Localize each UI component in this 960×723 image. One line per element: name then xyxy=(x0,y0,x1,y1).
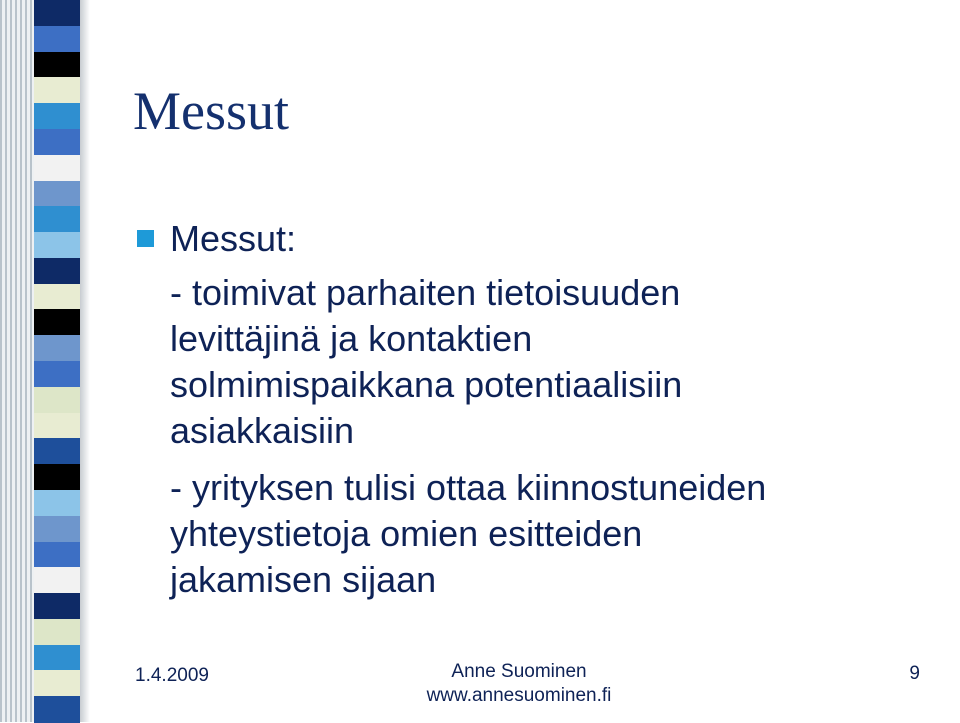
stripe-block xyxy=(34,593,80,620)
stripe-block xyxy=(34,103,80,130)
body-line: - toimivat parhaiten tietoisuuden xyxy=(170,272,681,313)
stripe-block xyxy=(34,645,80,672)
body-line: levittäjinä ja kontaktien xyxy=(170,318,533,359)
footer-author: Anne Suominen xyxy=(451,661,587,682)
body-line: - yrityksen tulisi ottaa kiinnostuneiden xyxy=(170,467,767,508)
stripe-block xyxy=(34,361,80,388)
stripe-block xyxy=(34,438,80,465)
bullet-label: Messut: xyxy=(170,218,297,259)
footer-website: www.annesuominen.fi xyxy=(426,685,612,706)
stripe-block xyxy=(34,181,80,208)
stripe-block xyxy=(34,464,80,491)
stripe-block xyxy=(34,413,80,440)
page-number: 9 xyxy=(909,663,920,684)
stripe-block xyxy=(34,567,80,594)
stripe-block xyxy=(34,206,80,233)
stripe-block xyxy=(34,258,80,285)
footer-author-block xyxy=(384,660,654,708)
slide-title: Messut xyxy=(133,81,290,141)
stripe-block xyxy=(34,670,80,697)
stripe-block xyxy=(34,0,80,27)
stripe-block xyxy=(34,516,80,543)
stripe-block xyxy=(34,26,80,53)
stripe-block xyxy=(34,232,80,259)
stripe-block xyxy=(34,284,80,311)
body-line: jakamisen sijaan xyxy=(170,559,437,600)
body-line: yhteystietoja omien esitteiden xyxy=(170,513,643,554)
square-bullet-icon xyxy=(137,230,154,247)
stripe-block xyxy=(34,155,80,182)
stripe-block xyxy=(34,77,80,104)
stripe-block xyxy=(34,387,80,414)
body-line: asiakkaisiin xyxy=(170,410,355,451)
stripe-block xyxy=(34,619,80,646)
stripe-block xyxy=(34,696,80,723)
stripe-block xyxy=(34,542,80,569)
footer-date: 1.4.2009 xyxy=(135,665,209,686)
decorative-stripe xyxy=(0,0,90,722)
stripe-lines xyxy=(0,0,34,722)
stripe-blocks xyxy=(34,0,80,722)
stripe-block xyxy=(34,309,80,336)
stripe-block xyxy=(34,335,80,362)
stripe-shade xyxy=(80,0,90,722)
stripe-block xyxy=(34,52,80,79)
body-line: solmimispaikkana potentiaalisiin xyxy=(170,364,683,405)
stripe-block xyxy=(34,490,80,517)
stripe-block xyxy=(34,129,80,156)
